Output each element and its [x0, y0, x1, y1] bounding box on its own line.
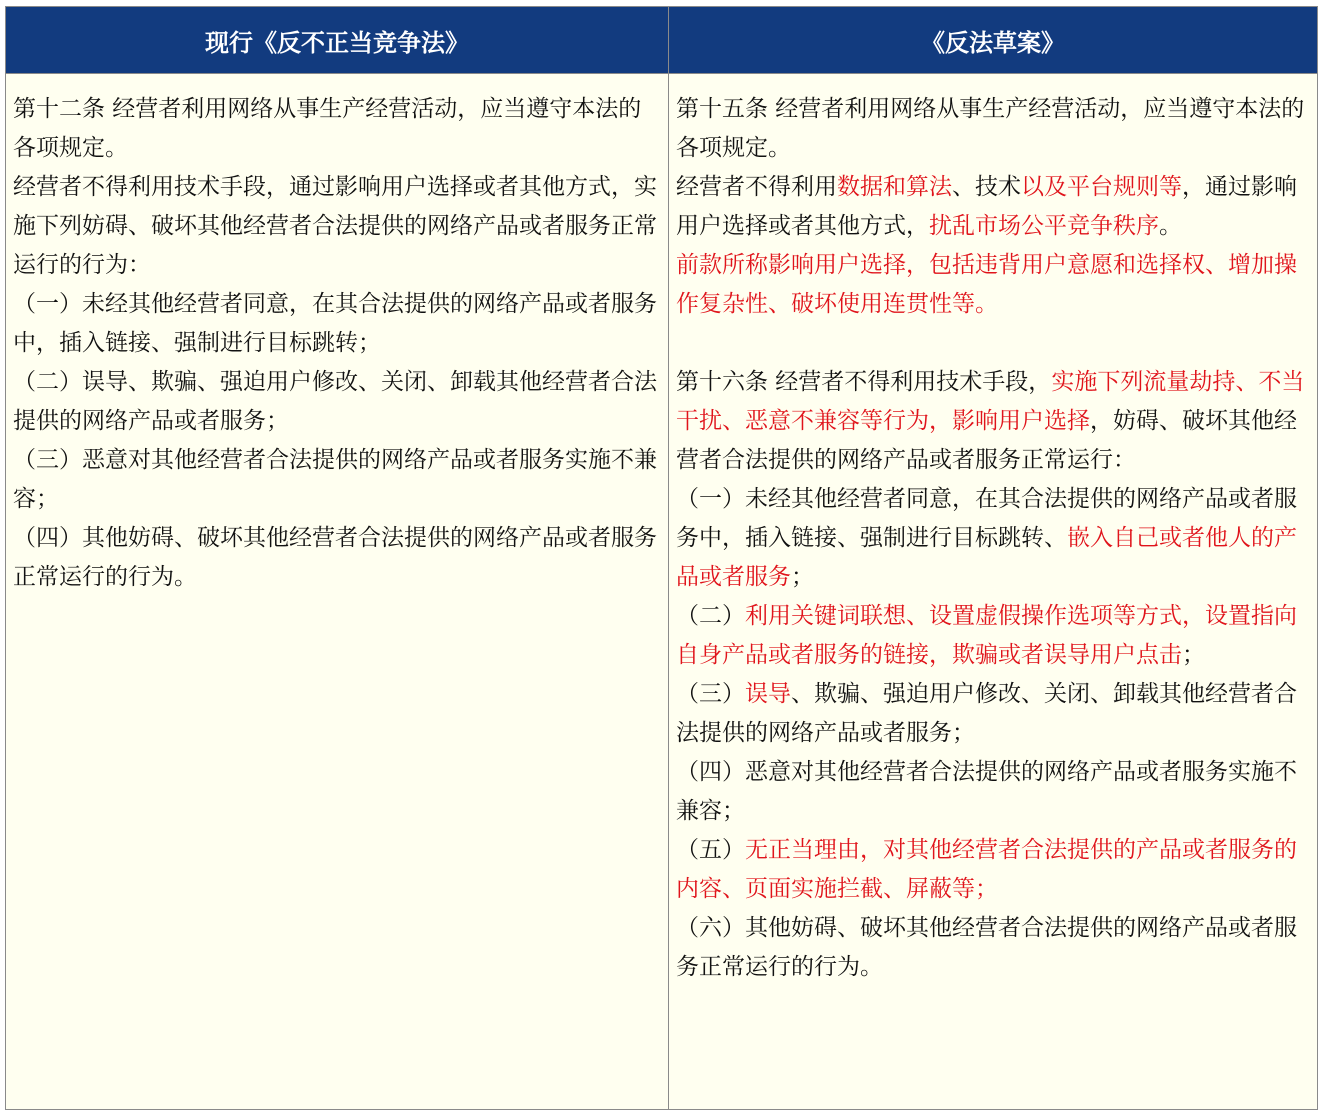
current-item-1: （一）未经其他经营者同意，在其合法提供的网络产品或者服务中，插入链接、强制进行目标跳转；: [13, 291, 657, 356]
text-segment: （二）: [676, 603, 745, 629]
paragraph-spacer: [676, 324, 1311, 363]
highlight-segment: 误导: [745, 681, 791, 707]
draft-item-6: （六）其他妨碍、破坏其他经营者合法提供的网络产品或者服务正常运行的行为。: [676, 915, 1297, 980]
highlight-segment: 无正当理由，对其他经营者合法提供的产品或者服务的内容、页面实施拦截、屏蔽等；: [676, 837, 1297, 902]
highlight-segment: 利用关键词联想、设置虚假操作选项等方式，设置指向自身产品或者服务的链接，欺骗或者误导用户点击: [676, 603, 1297, 668]
text-segment: ；: [1182, 642, 1205, 668]
text-segment: （五）: [676, 837, 745, 863]
text-segment: 第十六条 经营者不得利用技术手段，: [676, 369, 1052, 395]
highlight-segment: 实施下列流量劫持、不当干扰、恶意不兼容等行为，影响用户选择: [676, 369, 1305, 434]
draft-law-column: [669, 74, 1317, 1110]
current-article-12-p2: 经营者不得利用技术手段，通过影响用户选择或者其他方式，实施下列妨碍、破坏其他经营者合法提供的网络产品或者服务正常运行的行为：: [13, 174, 657, 278]
text-segment: 经营者不得利用: [676, 174, 837, 200]
current-article-12-p1: 第十二条 经营者利用网络从事生产经营活动，应当遵守本法的各项规定。: [13, 96, 642, 161]
comparison-table: [5, 6, 1318, 1110]
current-law-column: [6, 74, 669, 1110]
highlight-segment: 数据和算法: [837, 174, 952, 200]
draft-item-3: [676, 675, 1311, 753]
highlight-segment: 嵌入自己或者他人的产品或者服务: [676, 525, 1297, 590]
table-header: [6, 7, 1317, 74]
current-item-3: （三）恶意对其他经营者合法提供的网络产品或者服务实施不兼容；: [13, 447, 657, 512]
highlight-segment: 以及平台规则等: [1021, 174, 1182, 200]
current-item-4: （四）其他妨碍、破坏其他经营者合法提供的网络产品或者服务正常运行的行为。: [13, 525, 657, 590]
draft-article-15-p3: 前款所称影响用户选择，包括违背用户意愿和选择权、增加操作复杂性、破坏使用连贯性等。: [676, 252, 1297, 317]
header-current-law: 现行《反不正当竞争法》: [6, 7, 669, 73]
table-body: [6, 74, 1317, 1110]
current-item-2: （二）误导、欺骗、强迫用户修改、关闭、卸载其他经营者合法提供的网络产品或者服务；: [13, 369, 657, 434]
header-draft-law: 《反法草案》: [921, 28, 1065, 57]
text-segment: ，妨碍、破坏其他经营者合法提供的网络产品或者服务正常运行：: [676, 408, 1297, 473]
draft-article-15-p2: [676, 168, 1311, 246]
draft-article-15-p1: 第十五条 经营者利用网络从事生产经营活动，应当遵守本法的各项规定。: [676, 96, 1305, 161]
draft-item-4: （四）恶意对其他经营者合法提供的网络产品或者服务实施不兼容；: [676, 759, 1297, 824]
text-segment: （一）未经其他经营者同意，在其合法提供的网络产品或者服务中，插入链接、强制进行目标跳转、: [676, 486, 1297, 551]
text-segment: ；: [791, 564, 814, 590]
text-segment: ，通过影响用户选择或者其他方式，: [676, 174, 1297, 239]
highlight-segment: 扰乱市场公平竞争秩序: [929, 213, 1159, 239]
draft-item-1: [676, 480, 1311, 597]
text-segment: 、技术: [952, 174, 1021, 200]
text-segment: （三）: [676, 681, 745, 707]
draft-item-5: [676, 831, 1311, 909]
text-segment: 。: [1159, 213, 1182, 239]
draft-article-16-p1: [676, 363, 1311, 480]
draft-item-2: [676, 597, 1311, 675]
text-segment: 、欺骗、强迫用户修改、关闭、卸载其他经营者合法提供的网络产品或者服务；: [676, 681, 1297, 746]
